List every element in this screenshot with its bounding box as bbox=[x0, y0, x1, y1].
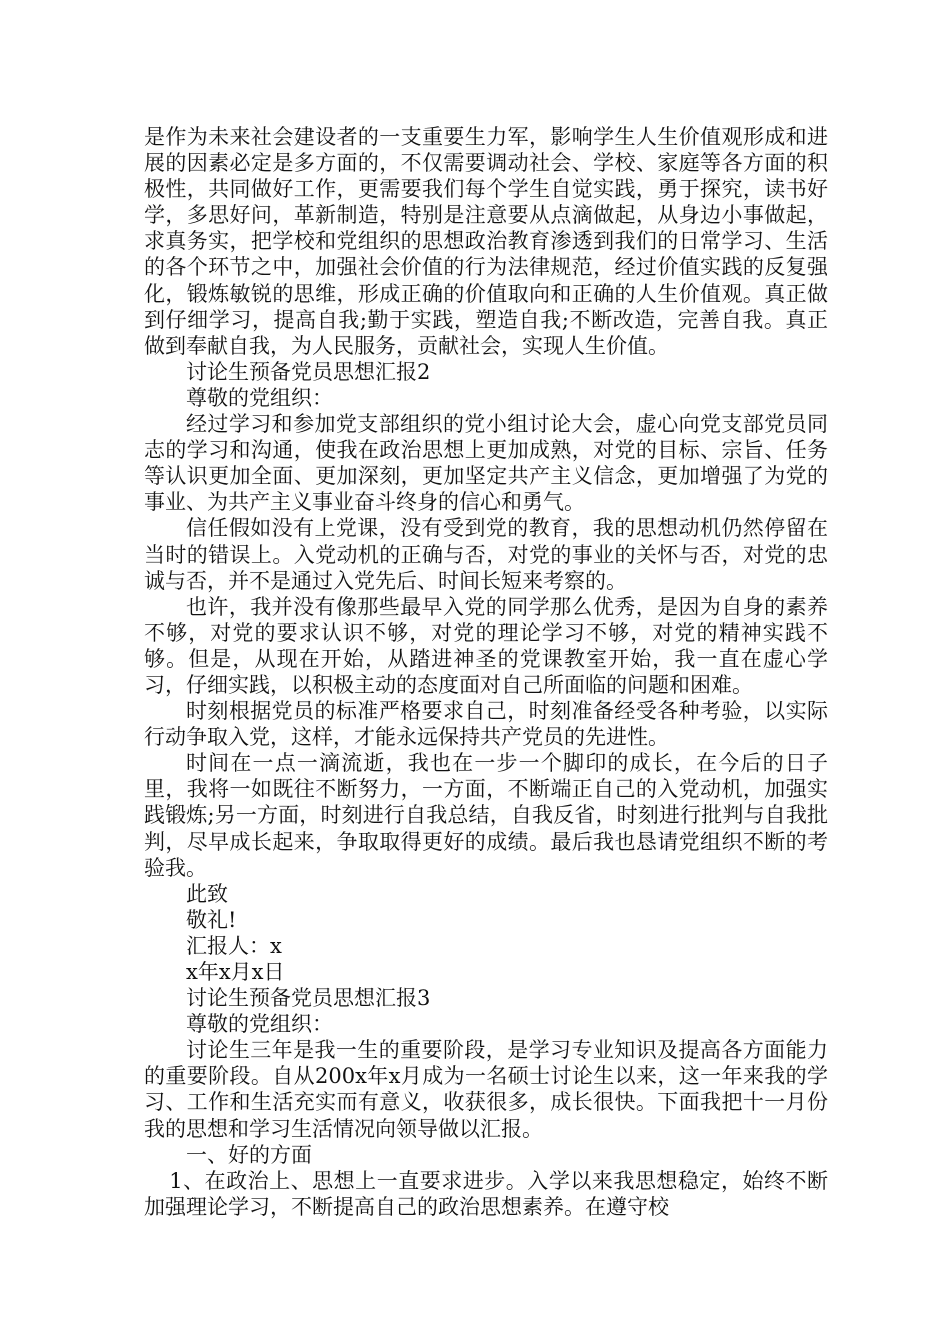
salutation: 尊敬的党组织： bbox=[186, 1012, 333, 1037]
closing-line: 此致 bbox=[186, 881, 228, 906]
paragraph: 讨论生三年是我一生的重要阶段，是学习专业知识及提高各方面能力的重要阶段。自从200x年x月成为一名硕士讨论生以来，这一年来我的学习、工作和生活充实而有意义，收获很多，成长很快。下面我把十一月份我的思想和学习生活情况向领导做以汇报。 bbox=[144, 1038, 828, 1141]
paragraph: 也许，我并没有像那些最早入党的同学那么优秀，是因为自身的素养不够，对党的要求认识不够，对党的理论学习不够，对党的精神实践不够。但是，从现在开始，从踏进神圣的党课教室开始，我一直在虚心学习，仔细实践，以积极主动的态度面对自己所面临的问题和困难。 bbox=[144, 594, 828, 697]
document-body bbox=[144, 124, 828, 1220]
paragraph: 时间在一点一滴流逝，我也在一步一个脚印的成长，在今后的日子里，我将一如既往不断努力，一方面，不断端正自己的入党动机，加强实践锻炼;另一方面，时刻进行自我总结，自我反省，时刻进行批判与自我批判，尽早成长起来，争取取得更好的成绩。最后我也恳请党组织不断的考验我。 bbox=[144, 751, 828, 880]
section-heading-report-2: 讨论生预备党员思想汇报2 bbox=[186, 359, 431, 384]
paragraph: 经过学习和参加党支部组织的党小组讨论大会，虚心向党支部党员同志的学习和沟通，使我在政治思想上更加成熟，对党的目标、宗旨、任务等认识更加全面、更加深刻，更加坚定共产主义信念，更加增强了为党的事业、为共产主义事业奋斗终身的信心和勇气。 bbox=[144, 412, 828, 515]
paragraph: 信任假如没有上党课，没有受到党的教育，我的思想动机仍然停留在当时的错误上。入党动机的正确与否，对党的事业的关怀与否，对党的忠诚与否，并不是通过入党先后、时间长短来考察的。 bbox=[144, 516, 828, 593]
section-heading-report-3: 讨论生预备党员思想汇报3 bbox=[186, 986, 431, 1011]
closing-line: 敬礼! bbox=[186, 907, 237, 932]
paragraph: 时刻根据党员的标准严格要求自己，时刻准备经受各种考验，以实际行动争取入党，这样，才能永远保持共产党员的先进性。 bbox=[144, 699, 828, 750]
salutation: 尊敬的党组织： bbox=[186, 385, 333, 410]
paragraph-intro: 是作为未来社会建设者的一支重要生力军，影响学生人生价值观形成和进展的因素必定是多方面的，不仅需要调动社会、学校、家庭等各方面的积极性，共同做好工作，更需要我们每个学生自觉实践，勇于探究，读书好学，多思好问，革新制造，特别是注意要从点滴做起，从身边小事做起，求真务实，把学校和党组织的思想政治教育渗透到我们的日常学习、生活的各个环节之中，加强社会价值的行为法律规范，经过价值实践的反复强化，锻炼敏锐的思维，形成正确的价值取向和正确的人生价值观。真正做到仔细学习，提高自我;勤于实践，塑造自我;不断改造，完善自我。真正做到奉献自我，为人民服务，贡献社会，实现人生价值。 bbox=[144, 125, 828, 358]
subsection-heading: 一、好的方面 bbox=[186, 1142, 312, 1167]
reporter-line: 汇报人：x bbox=[186, 933, 282, 958]
date-line: x年x月x日 bbox=[186, 960, 285, 984]
list-item: 1、在政治上、思想上一直要求进步。入学以来我思想稳定，始终不断加强理论学习，不断提高自己的政治思想素养。在遵守校 bbox=[144, 1168, 828, 1219]
